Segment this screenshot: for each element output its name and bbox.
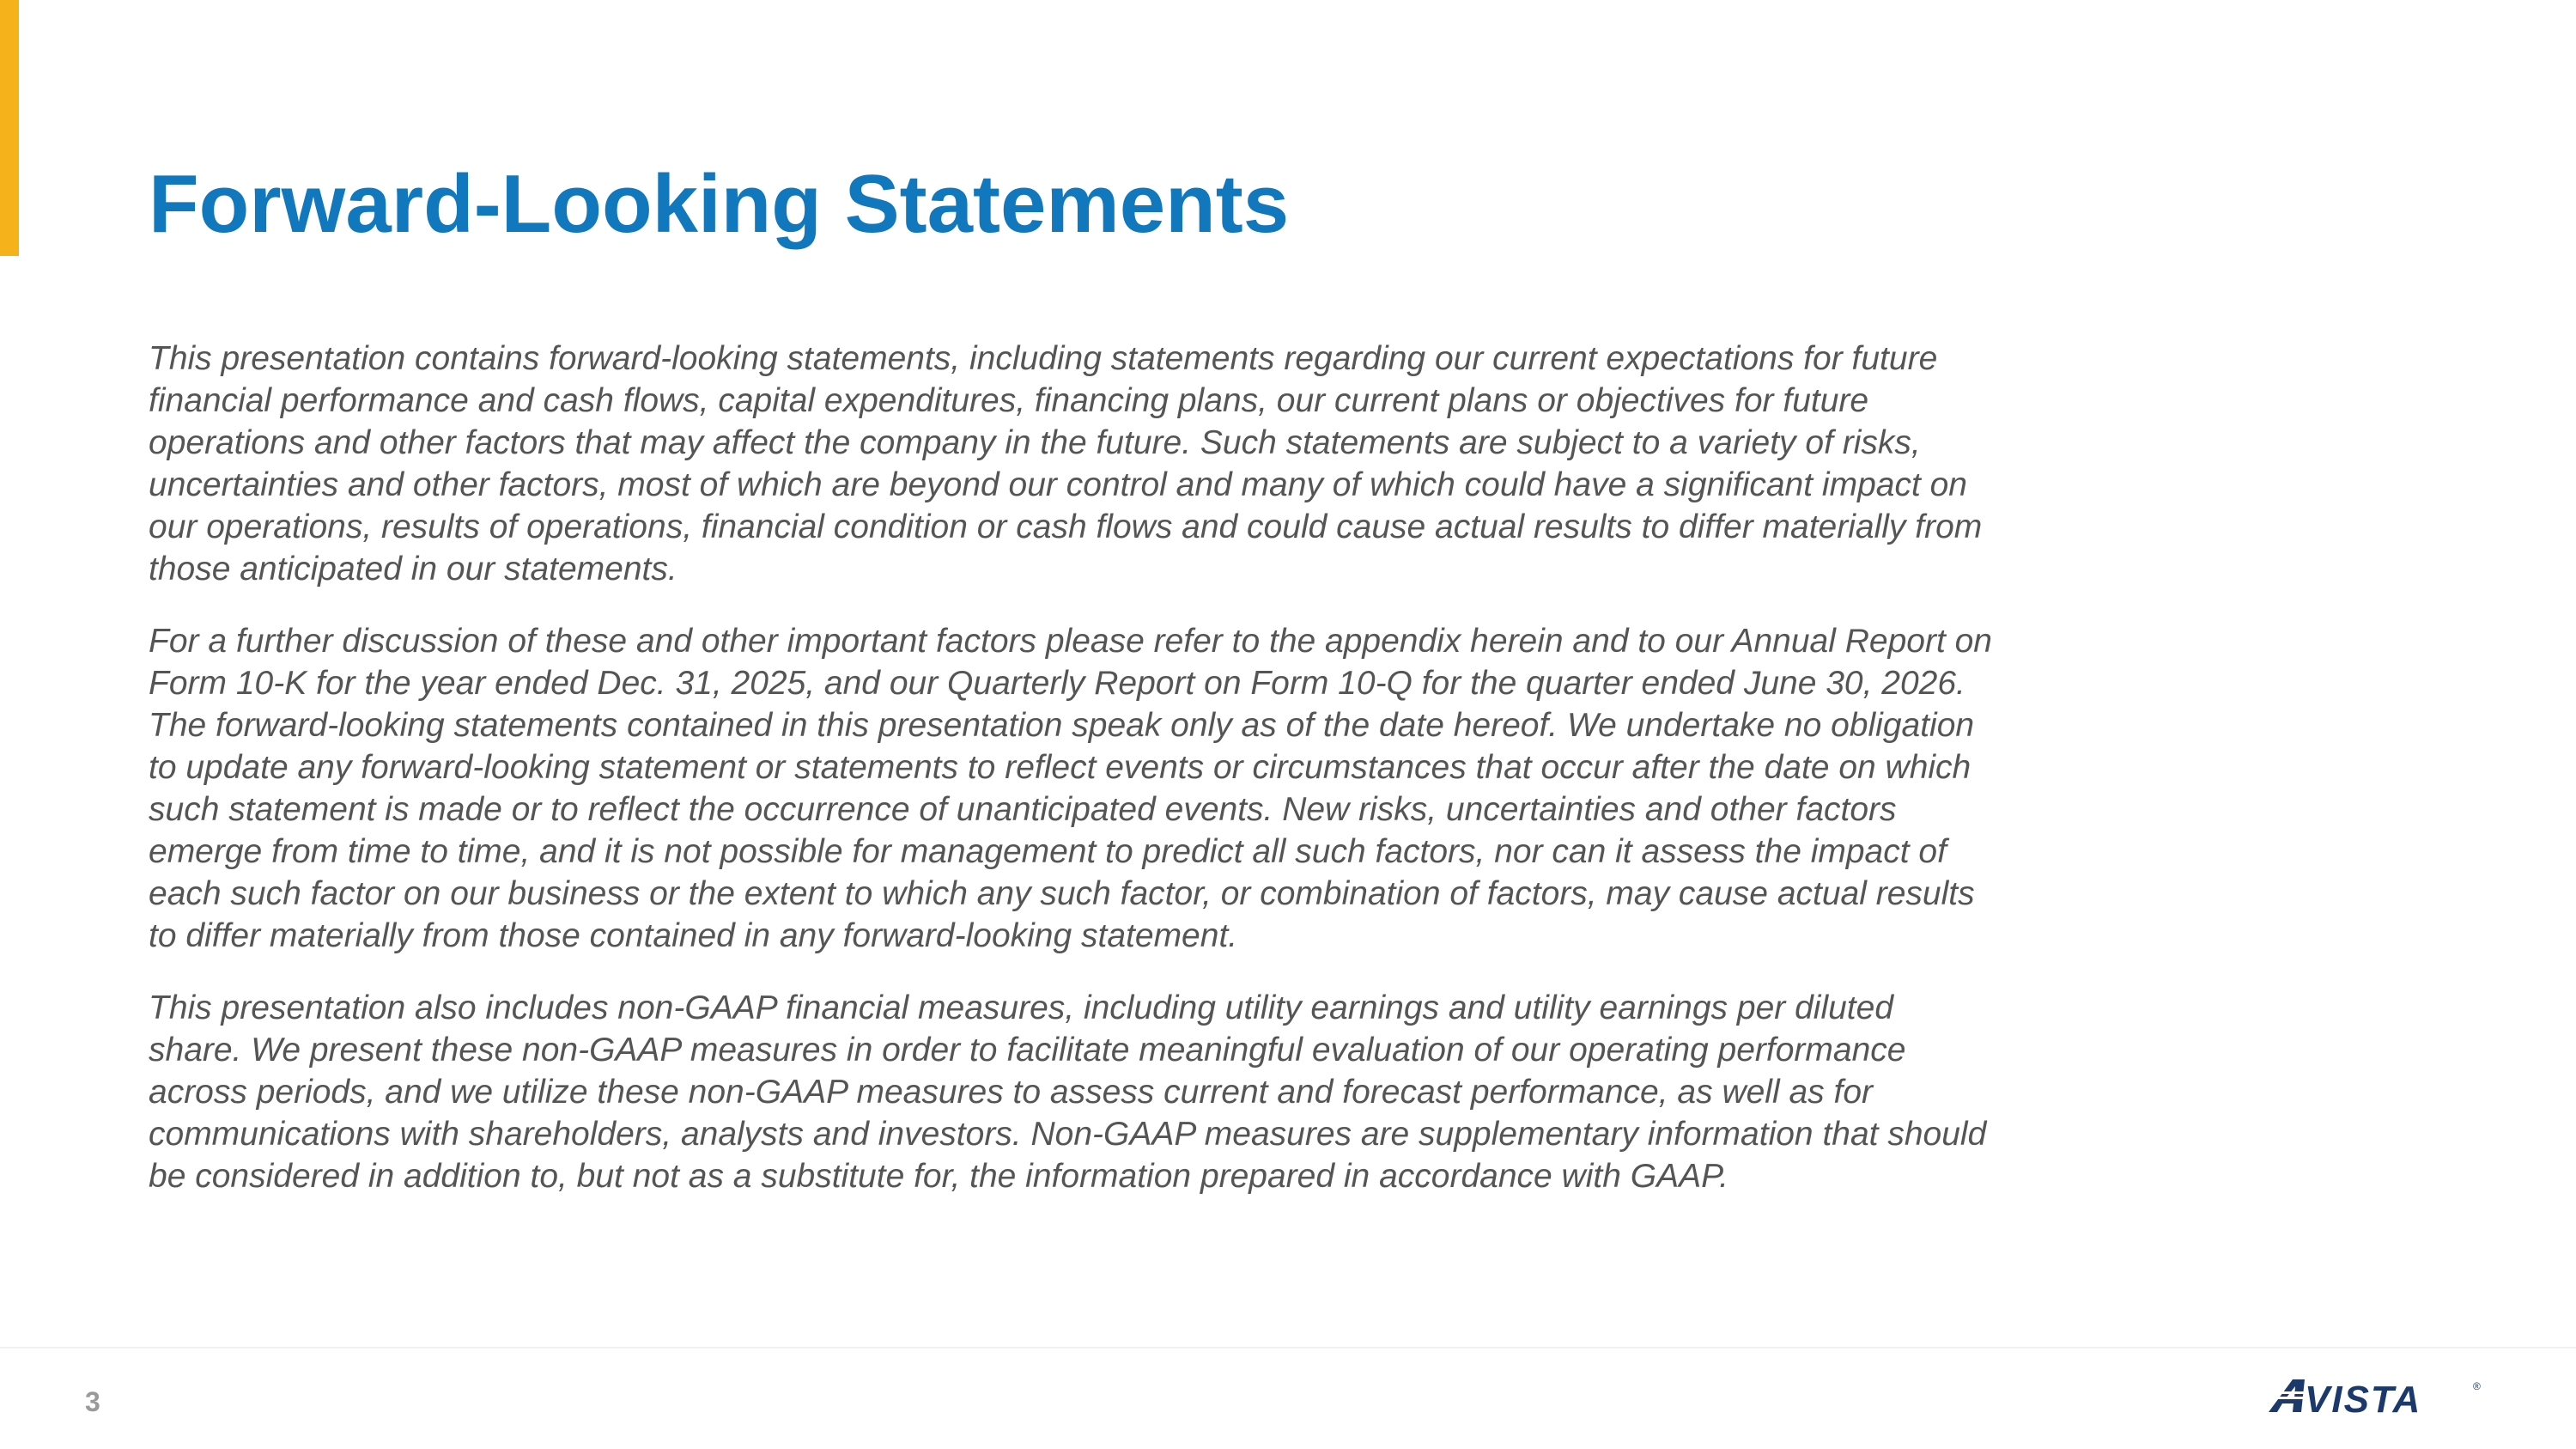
paragraph-non-gaap: This presentation also includes non-GAAP financial measures, including utility earnings and utility earnings per diluted share. We present these non-GAAP measures in order to facilitate meaningful evaluation of our operating performance across periods, and we utilize these non-GAAP measures to assess current and forecast performance, as well as for communications with shareholders, analysts and investors. Non-GAAP measures are supplementary information that should be considered in addition to, but not as a substitute for, the information prepared in accordance with GAAP. xyxy=(149,989,1987,1195)
avista-logo xyxy=(2267,1374,2482,1416)
avista-logo-text: VISTA xyxy=(2305,1379,2422,1416)
body-text xyxy=(149,338,1995,1227)
accent-bar xyxy=(0,0,19,256)
avista-logo-mark-icon xyxy=(2269,1379,2306,1412)
registered-mark: ® xyxy=(2473,1380,2481,1392)
page-number: 3 xyxy=(85,1386,100,1417)
paragraph-further-discussion: For a further discussion of these and other important factors please refer to the appendix herein and to our Annual Report on Form 10-K for the year ended Dec. 31, 2025, and our Quarterly Report on Form 10-Q for the quarter ended June 30, 2026. The forward-looking statements contained in this presentation speak only as of the date hereof. We undertake no obligation to update any forward-looking statement or statements to reflect events or circumstances that occur after the date on which such statement is made or to reflect the occurrence of unanticipated events. New risks, uncertainties and other factors emerge from time to time, and it is not possible for management to predict all such factors, nor can it assess the impact of each such factor on our business or the extent to which any such factor, or combination of factors, may cause actual results to differ materially from those contained in any forward-looking statement. xyxy=(149,623,1992,954)
slide-title: Forward-Looking Statements xyxy=(149,158,1290,250)
footer-divider xyxy=(0,1347,2576,1349)
paragraph-forward-looking: This presentation contains forward-looking statements, including statements regarding our current expectations for future financial performance and cash flows, capital expenditures, financing plans, our current plans or objectives for future operations and other factors that may affect the company in the future. Such statements are subject to a variety of risks, uncertainties and other factors, most of which are beyond our control and many of which could have a significant impact on our operations, results of operations, financial condition or cash flows and could cause actual results to differ materially from those anticipated in our statements. xyxy=(149,340,1983,588)
